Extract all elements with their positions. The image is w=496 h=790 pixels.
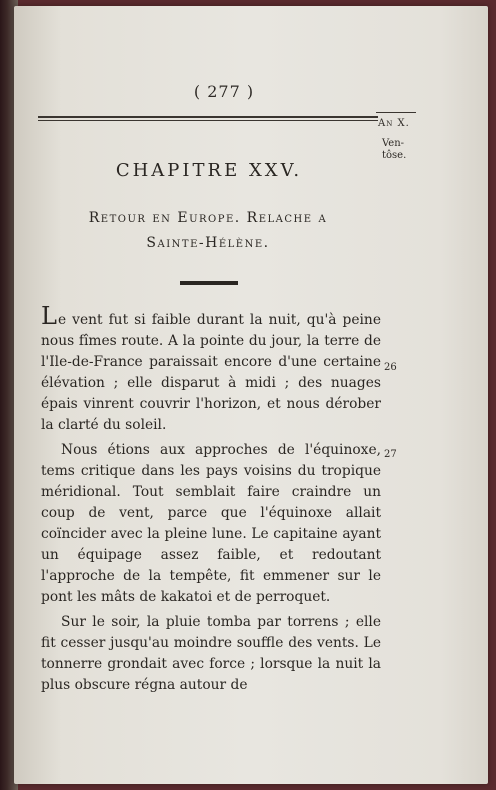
section-ornament [180,281,238,285]
margin-month-label: Ven- tôse. [382,138,407,161]
drop-initial: L [41,302,57,330]
book-page [14,6,488,784]
subtitle-line-1: Retour en Europe. Relache a [88,210,328,226]
header-rule-thick [38,116,378,118]
header-rule-thin [38,120,378,121]
margin-note-2: 27 [384,449,397,460]
subtitle-line-2: Sainte-Hélène. [146,235,270,251]
chapter-title: CHAPITRE XXV. [115,160,303,181]
chapter-subtitle [48,206,368,256]
margin-year-label: An X. [378,118,410,129]
paragraph-1-text: e vent fut si faible durant la nuit, qu'à peine nous fîmes route. A la pointe du jour, la terre de l'Ile-de-France paraissait encore d'une certaine élévation ; elle disparut à midi ; des nuages épais vinrent couvrir l'horizon, et nous dérober la clarté du soleil. [41,312,381,433]
page-number: ( 277 ) [193,82,255,101]
margin-note-1: 26 [384,362,397,373]
paragraph-1 [41,302,381,436]
body-text [41,302,381,696]
margin-rule [376,112,416,113]
paragraph-3: Sur le soir, la pluie tomba par torrens ; elle fit cesser jusqu'au moindre souffle des vents. Le tonnerre grondait avec force ; lorsque la nuit la plus obscure régna autour de [41,614,381,693]
paragraph-2: Nous étions aux approches de l'équinoxe, tems critique dans les pays voisins du tropique méridional. Tout semblait faire craindre un coup de vent, parce que l'équinoxe allait coïncider avec la pleine lune. Le capitaine ayant un équipage assez faible, et redoutant l'approche de la tempête, fit emmener sur le pont les mâts de kakatoi et de perroquet. [41,442,381,605]
